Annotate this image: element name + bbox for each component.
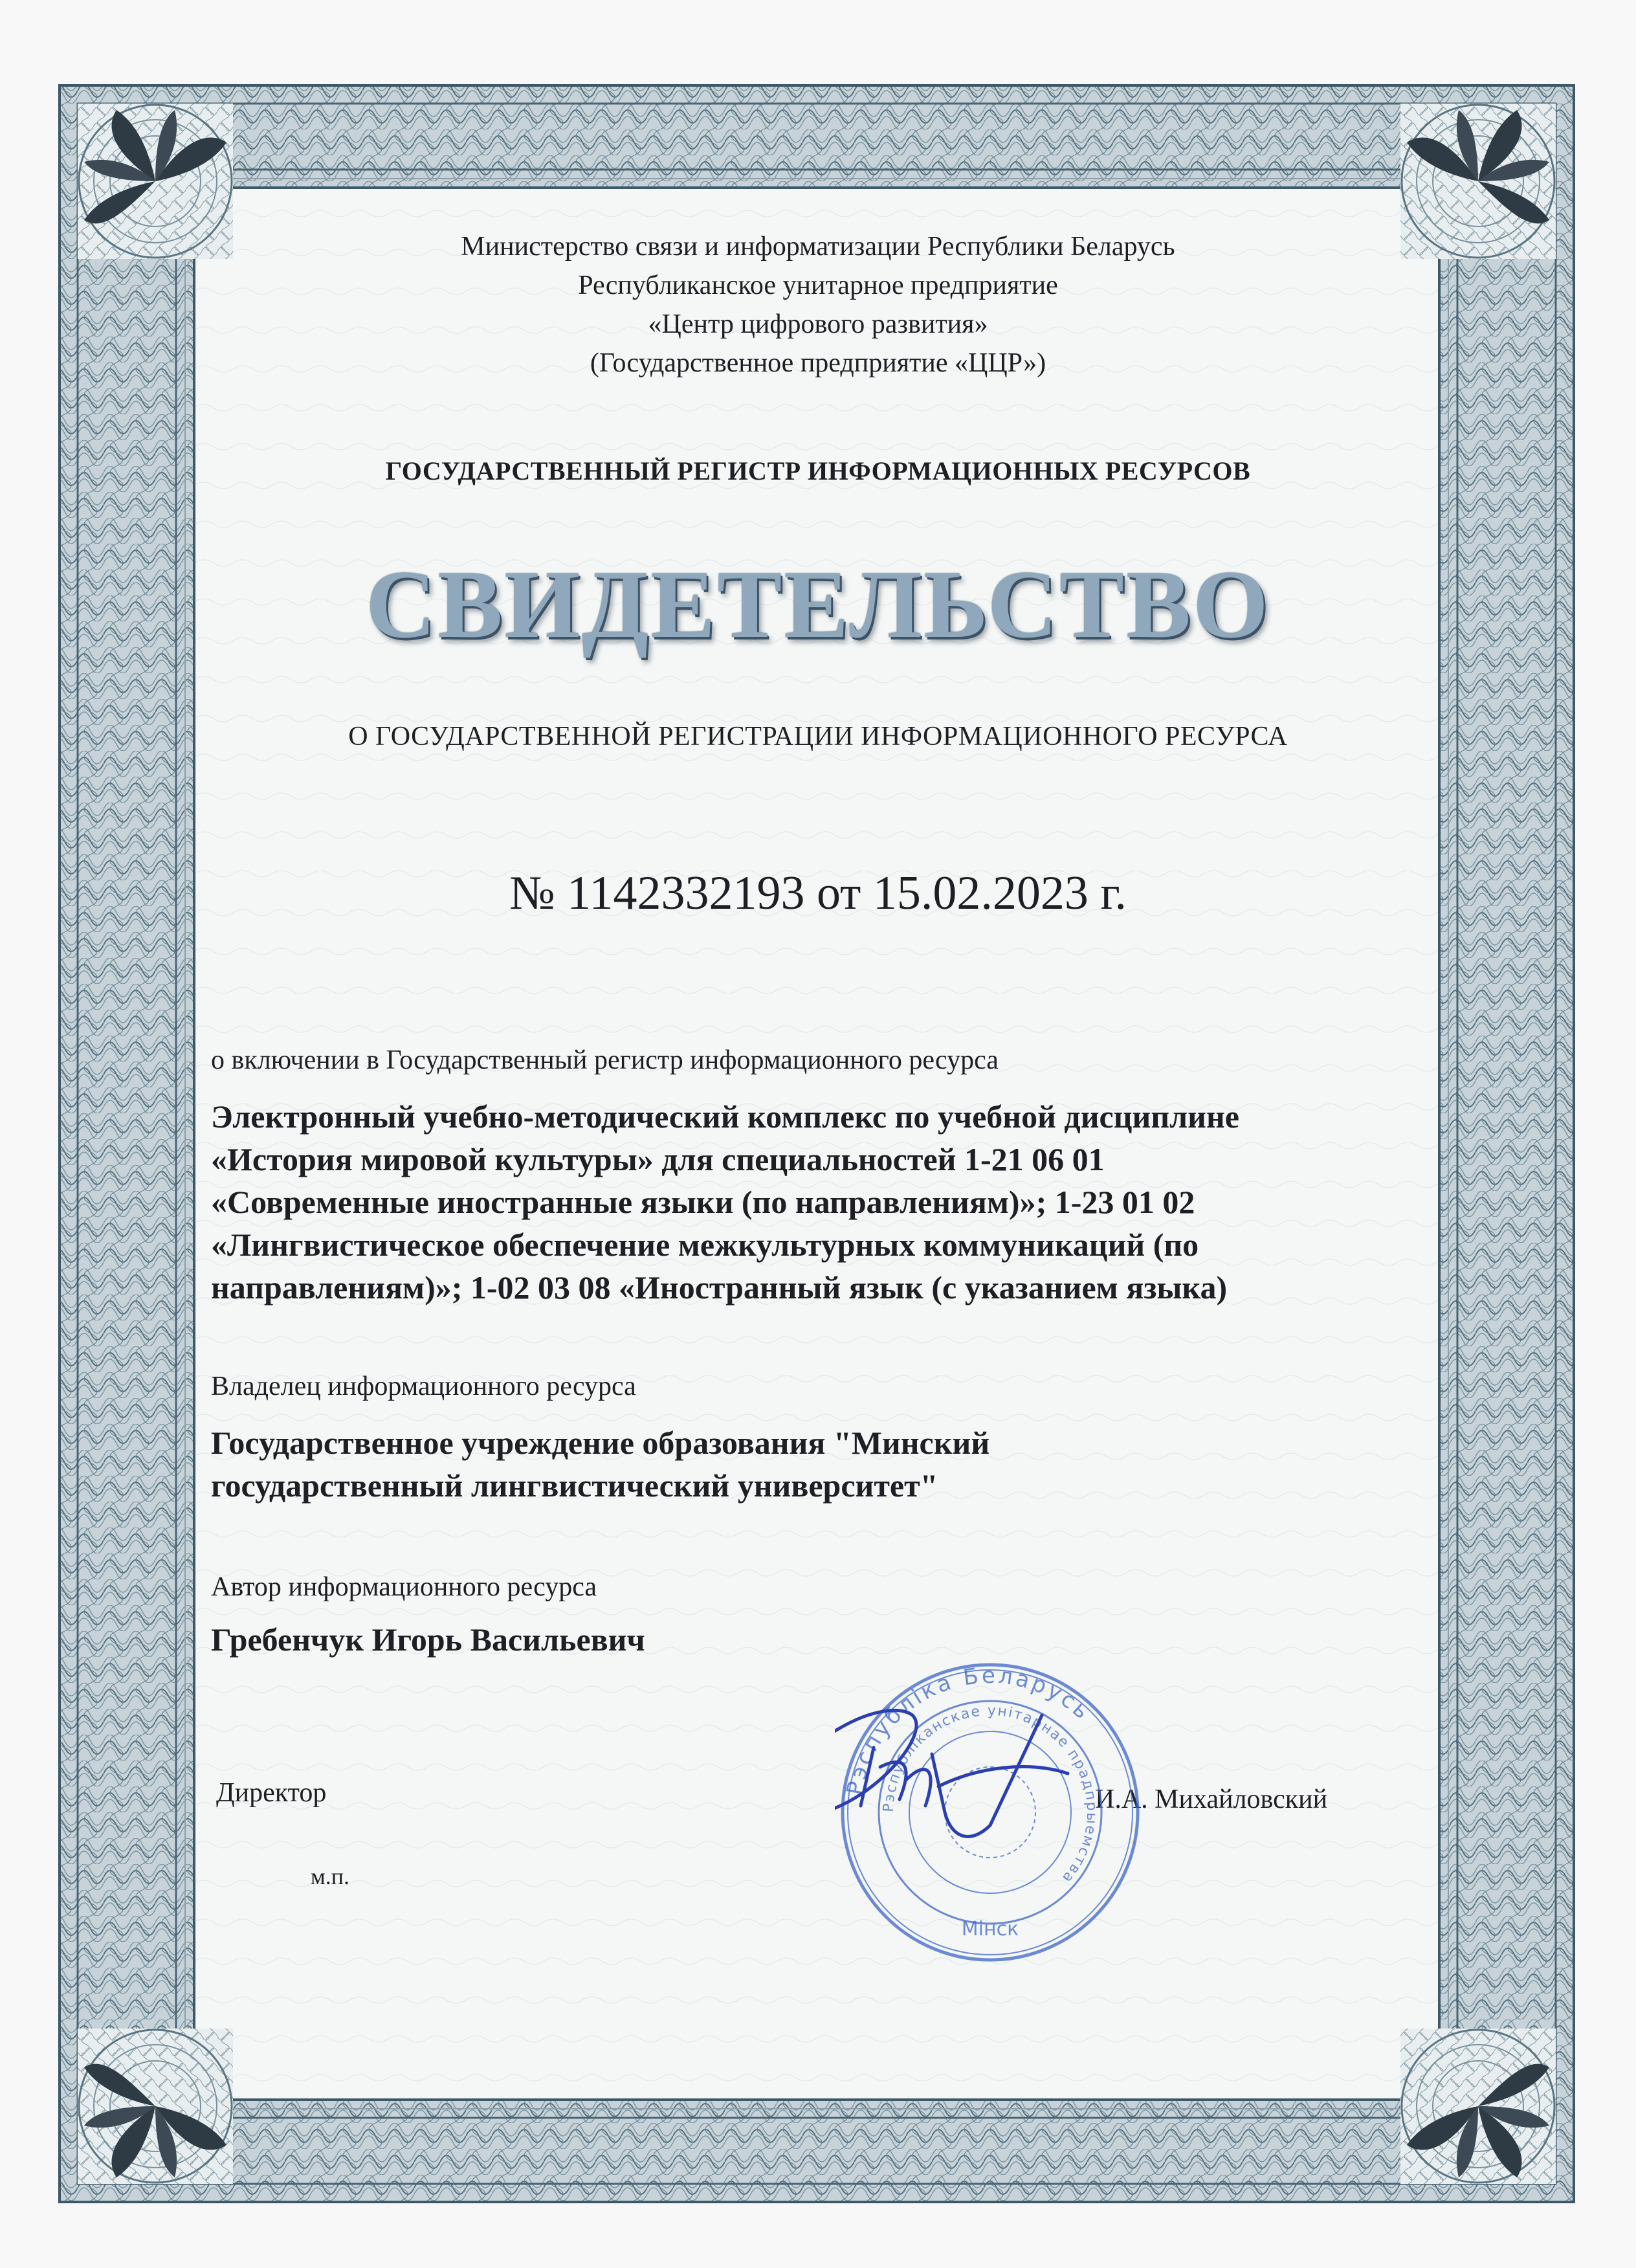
register-title: ГОСУДАРСТВЕННЫЙ РЕГИСТР ИНФОРМАЦИОННЫХ РЕСУРСОВ xyxy=(385,456,1251,485)
director-label: Директор xyxy=(216,1778,327,1808)
corner-ornament-bottom-left xyxy=(78,2029,233,2184)
stamp-outer-text: Рэспубліка Беларусь xyxy=(841,1662,1096,1797)
enterprise-line: Республиканское унитарное предприятие xyxy=(578,271,1058,300)
resource-line: «Современные иностранные языки (по направлениям)»; 1-23 01 02 xyxy=(211,1184,1195,1220)
center-line: «Центр цифрового развития» xyxy=(648,309,988,339)
resource-line: направлениям)»; 1-02 03 08 «Иностранный язык (с указанием языка) xyxy=(211,1269,1228,1306)
resource-name xyxy=(211,1095,1428,1309)
resource-line: «История мировой культуры» для специальностей 1-21 06 01 xyxy=(211,1141,1105,1177)
short-name-line: (Государственное предприятие «ЦЦР») xyxy=(590,348,1046,378)
stamp-city: Мінск xyxy=(961,1918,1019,1940)
director-name: И.А. Михайловский xyxy=(1095,1784,1328,1814)
inclusion-label: о включении в Государственный регистр информационного ресурса xyxy=(211,1045,999,1075)
stamp-place-label: м.п. xyxy=(311,1863,350,1889)
certificate-title: СВИДЕТЕЛЬСТВО xyxy=(366,551,1270,658)
resource-line: «Лингвистическое обеспечение межкультурных коммуникаций (по xyxy=(211,1227,1199,1263)
resource-line: Электронный учебно-методический комплекс по учебной дисциплине xyxy=(211,1098,1239,1135)
corner-ornament-bottom-right xyxy=(1400,2029,1556,2184)
certificate-number: № 1142332193 от 15.02.2023 г. xyxy=(509,867,1127,920)
author-label: Автор информационного ресурса xyxy=(211,1572,597,1602)
owner-line: Государственное учреждение образования "Минский xyxy=(211,1425,990,1461)
official-stamp xyxy=(835,1657,1145,1968)
owner-name xyxy=(211,1421,1428,1507)
certificate-subtitle: О ГОСУДАРСТВЕННОЙ РЕГИСТРАЦИИ ИНФОРМАЦИОННОГО РЕСУРСА xyxy=(348,722,1288,751)
ministry-line: Министерство связи и информатизации Республики Беларусь xyxy=(461,232,1175,261)
stamp-inner-text: Рэспубліканскае унітарнае прадпрыемства xyxy=(880,1702,1100,1887)
owner-line: государственный лингвистический университет" xyxy=(211,1467,938,1504)
owner-label: Владелец информационного ресурса xyxy=(211,1372,636,1401)
author-name: Гребенчук Игорь Васильевич xyxy=(211,1621,645,1658)
